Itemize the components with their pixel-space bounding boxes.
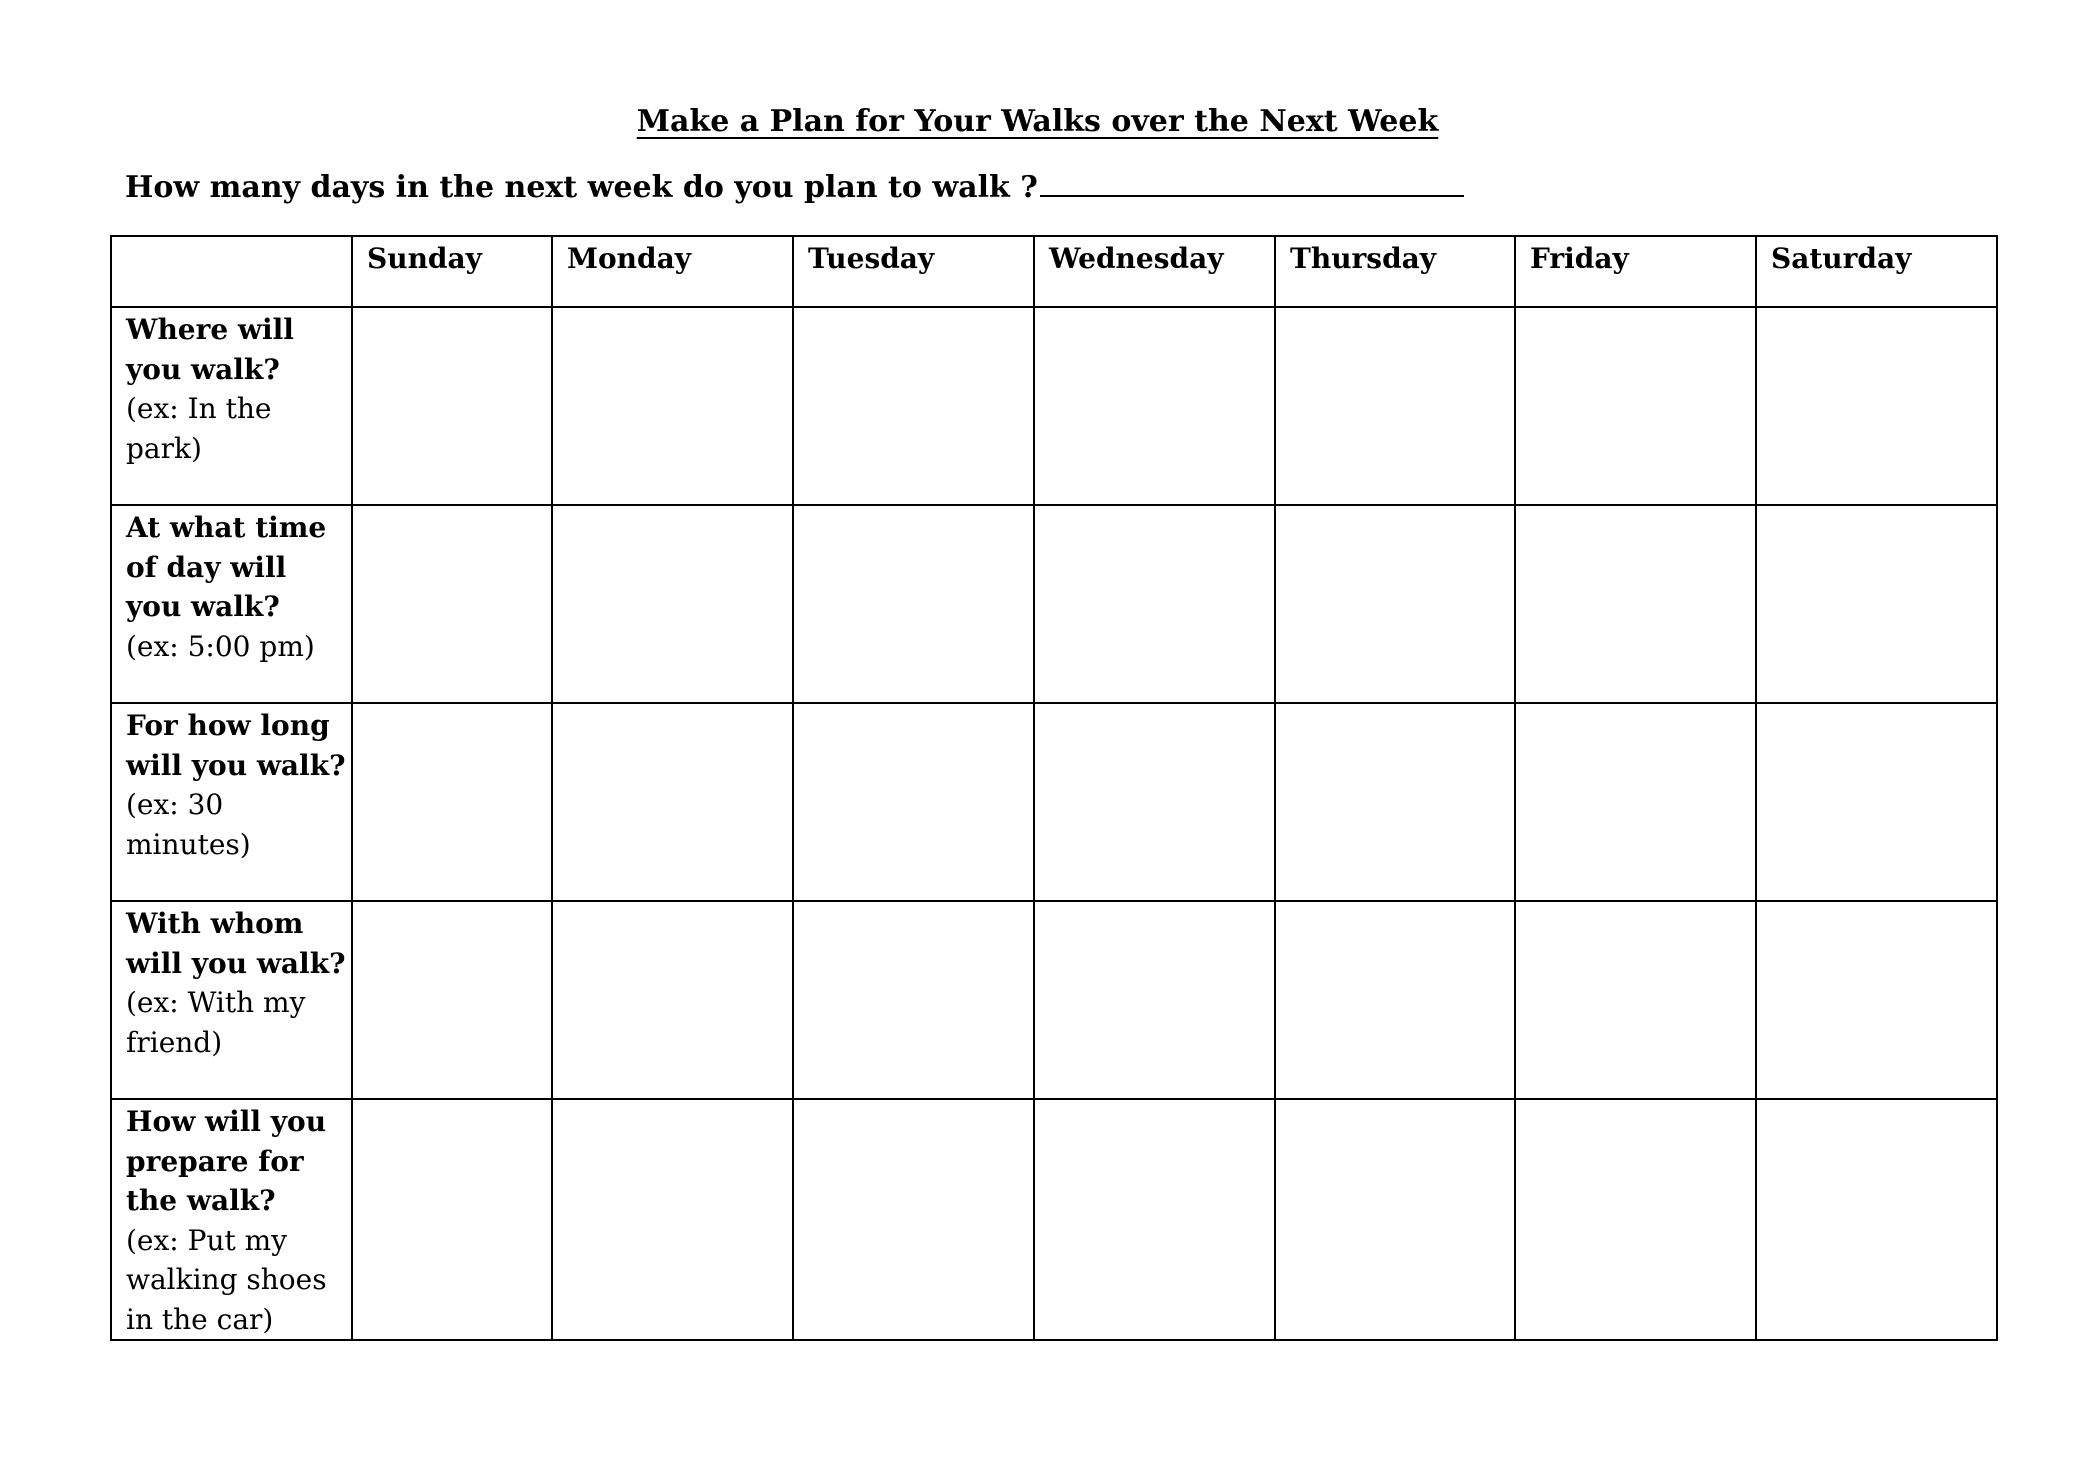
entry-cell-friday[interactable] bbox=[1515, 1099, 1756, 1340]
entry-cell-friday[interactable] bbox=[1515, 505, 1756, 703]
page-title-text: Make a Plan for Your Walks over the Next Week bbox=[636, 104, 1439, 139]
row-example: (ex: Put my walking shoes in the car) bbox=[126, 1223, 327, 1336]
header-corner-cell bbox=[111, 236, 352, 307]
entry-cell-monday[interactable] bbox=[552, 1099, 793, 1340]
day-header-friday: Friday bbox=[1515, 236, 1756, 307]
row-question: For how long will you walk? bbox=[126, 709, 346, 782]
row-example: (ex: 5:00 pm) bbox=[126, 629, 315, 663]
entry-cell-monday[interactable] bbox=[552, 901, 793, 1099]
entry-cell-friday[interactable] bbox=[1515, 307, 1756, 505]
table-row bbox=[111, 703, 1997, 901]
days-answer-blank[interactable] bbox=[1040, 165, 1464, 197]
row-question: At what time of day will you walk? bbox=[126, 511, 327, 623]
entry-cell-wednesday[interactable] bbox=[1034, 307, 1275, 505]
entry-cell-sunday[interactable] bbox=[352, 703, 552, 901]
entry-cell-tuesday[interactable] bbox=[793, 307, 1034, 505]
entry-cell-wednesday[interactable] bbox=[1034, 1099, 1275, 1340]
entry-cell-thursday[interactable] bbox=[1275, 505, 1515, 703]
entry-cell-monday[interactable] bbox=[552, 505, 793, 703]
row-question: How will you prepare for the walk? bbox=[126, 1105, 327, 1217]
page-title bbox=[0, 98, 2075, 146]
entry-cell-wednesday[interactable] bbox=[1034, 505, 1275, 703]
row-label-companion bbox=[111, 901, 352, 1099]
entry-cell-saturday[interactable] bbox=[1756, 703, 1997, 901]
entry-cell-friday[interactable] bbox=[1515, 901, 1756, 1099]
entry-cell-thursday[interactable] bbox=[1275, 307, 1515, 505]
entry-cell-tuesday[interactable] bbox=[793, 505, 1034, 703]
day-header-tuesday: Tuesday bbox=[793, 236, 1034, 307]
entry-cell-wednesday[interactable] bbox=[1034, 703, 1275, 901]
day-header-monday: Monday bbox=[552, 236, 793, 307]
table-row bbox=[111, 307, 1997, 505]
walk-plan-table bbox=[110, 235, 1998, 1341]
entry-cell-saturday[interactable] bbox=[1756, 307, 1997, 505]
entry-cell-sunday[interactable] bbox=[352, 901, 552, 1099]
day-header-wednesday: Wednesday bbox=[1034, 236, 1275, 307]
row-label-time bbox=[111, 505, 352, 703]
row-label-duration bbox=[111, 703, 352, 901]
entry-cell-sunday[interactable] bbox=[352, 505, 552, 703]
entry-cell-sunday[interactable] bbox=[352, 1099, 552, 1340]
days-question bbox=[125, 164, 1464, 212]
header-row bbox=[111, 236, 1997, 307]
day-header-sunday: Sunday bbox=[352, 236, 552, 307]
entry-cell-thursday[interactable] bbox=[1275, 1099, 1515, 1340]
row-example: (ex: With my friend) bbox=[126, 986, 306, 1059]
entry-cell-saturday[interactable] bbox=[1756, 505, 1997, 703]
entry-cell-monday[interactable] bbox=[552, 703, 793, 901]
entry-cell-tuesday[interactable] bbox=[793, 1099, 1034, 1340]
entry-cell-tuesday[interactable] bbox=[793, 703, 1034, 901]
entry-cell-saturday[interactable] bbox=[1756, 901, 1997, 1099]
entry-cell-friday[interactable] bbox=[1515, 703, 1756, 901]
row-question: Where will you walk? bbox=[126, 313, 294, 386]
row-label-prepare bbox=[111, 1099, 352, 1340]
day-header-thursday: Thursday bbox=[1275, 236, 1515, 307]
entry-cell-wednesday[interactable] bbox=[1034, 901, 1275, 1099]
entry-cell-sunday[interactable] bbox=[352, 307, 552, 505]
row-question: With whom will you walk? bbox=[126, 907, 346, 980]
row-label-where bbox=[111, 307, 352, 505]
entry-cell-thursday[interactable] bbox=[1275, 901, 1515, 1099]
table-row bbox=[111, 505, 1997, 703]
entry-cell-monday[interactable] bbox=[552, 307, 793, 505]
entry-cell-tuesday[interactable] bbox=[793, 901, 1034, 1099]
entry-cell-thursday[interactable] bbox=[1275, 703, 1515, 901]
table-row bbox=[111, 901, 1997, 1099]
day-header-saturday: Saturday bbox=[1756, 236, 1997, 307]
days-question-text: How many days in the next week do you plan to walk ? bbox=[125, 170, 1038, 205]
entry-cell-saturday[interactable] bbox=[1756, 1099, 1997, 1340]
row-example: (ex: In the park) bbox=[126, 392, 272, 465]
table-row bbox=[111, 1099, 1997, 1340]
row-example: (ex: 30 minutes) bbox=[126, 788, 251, 861]
